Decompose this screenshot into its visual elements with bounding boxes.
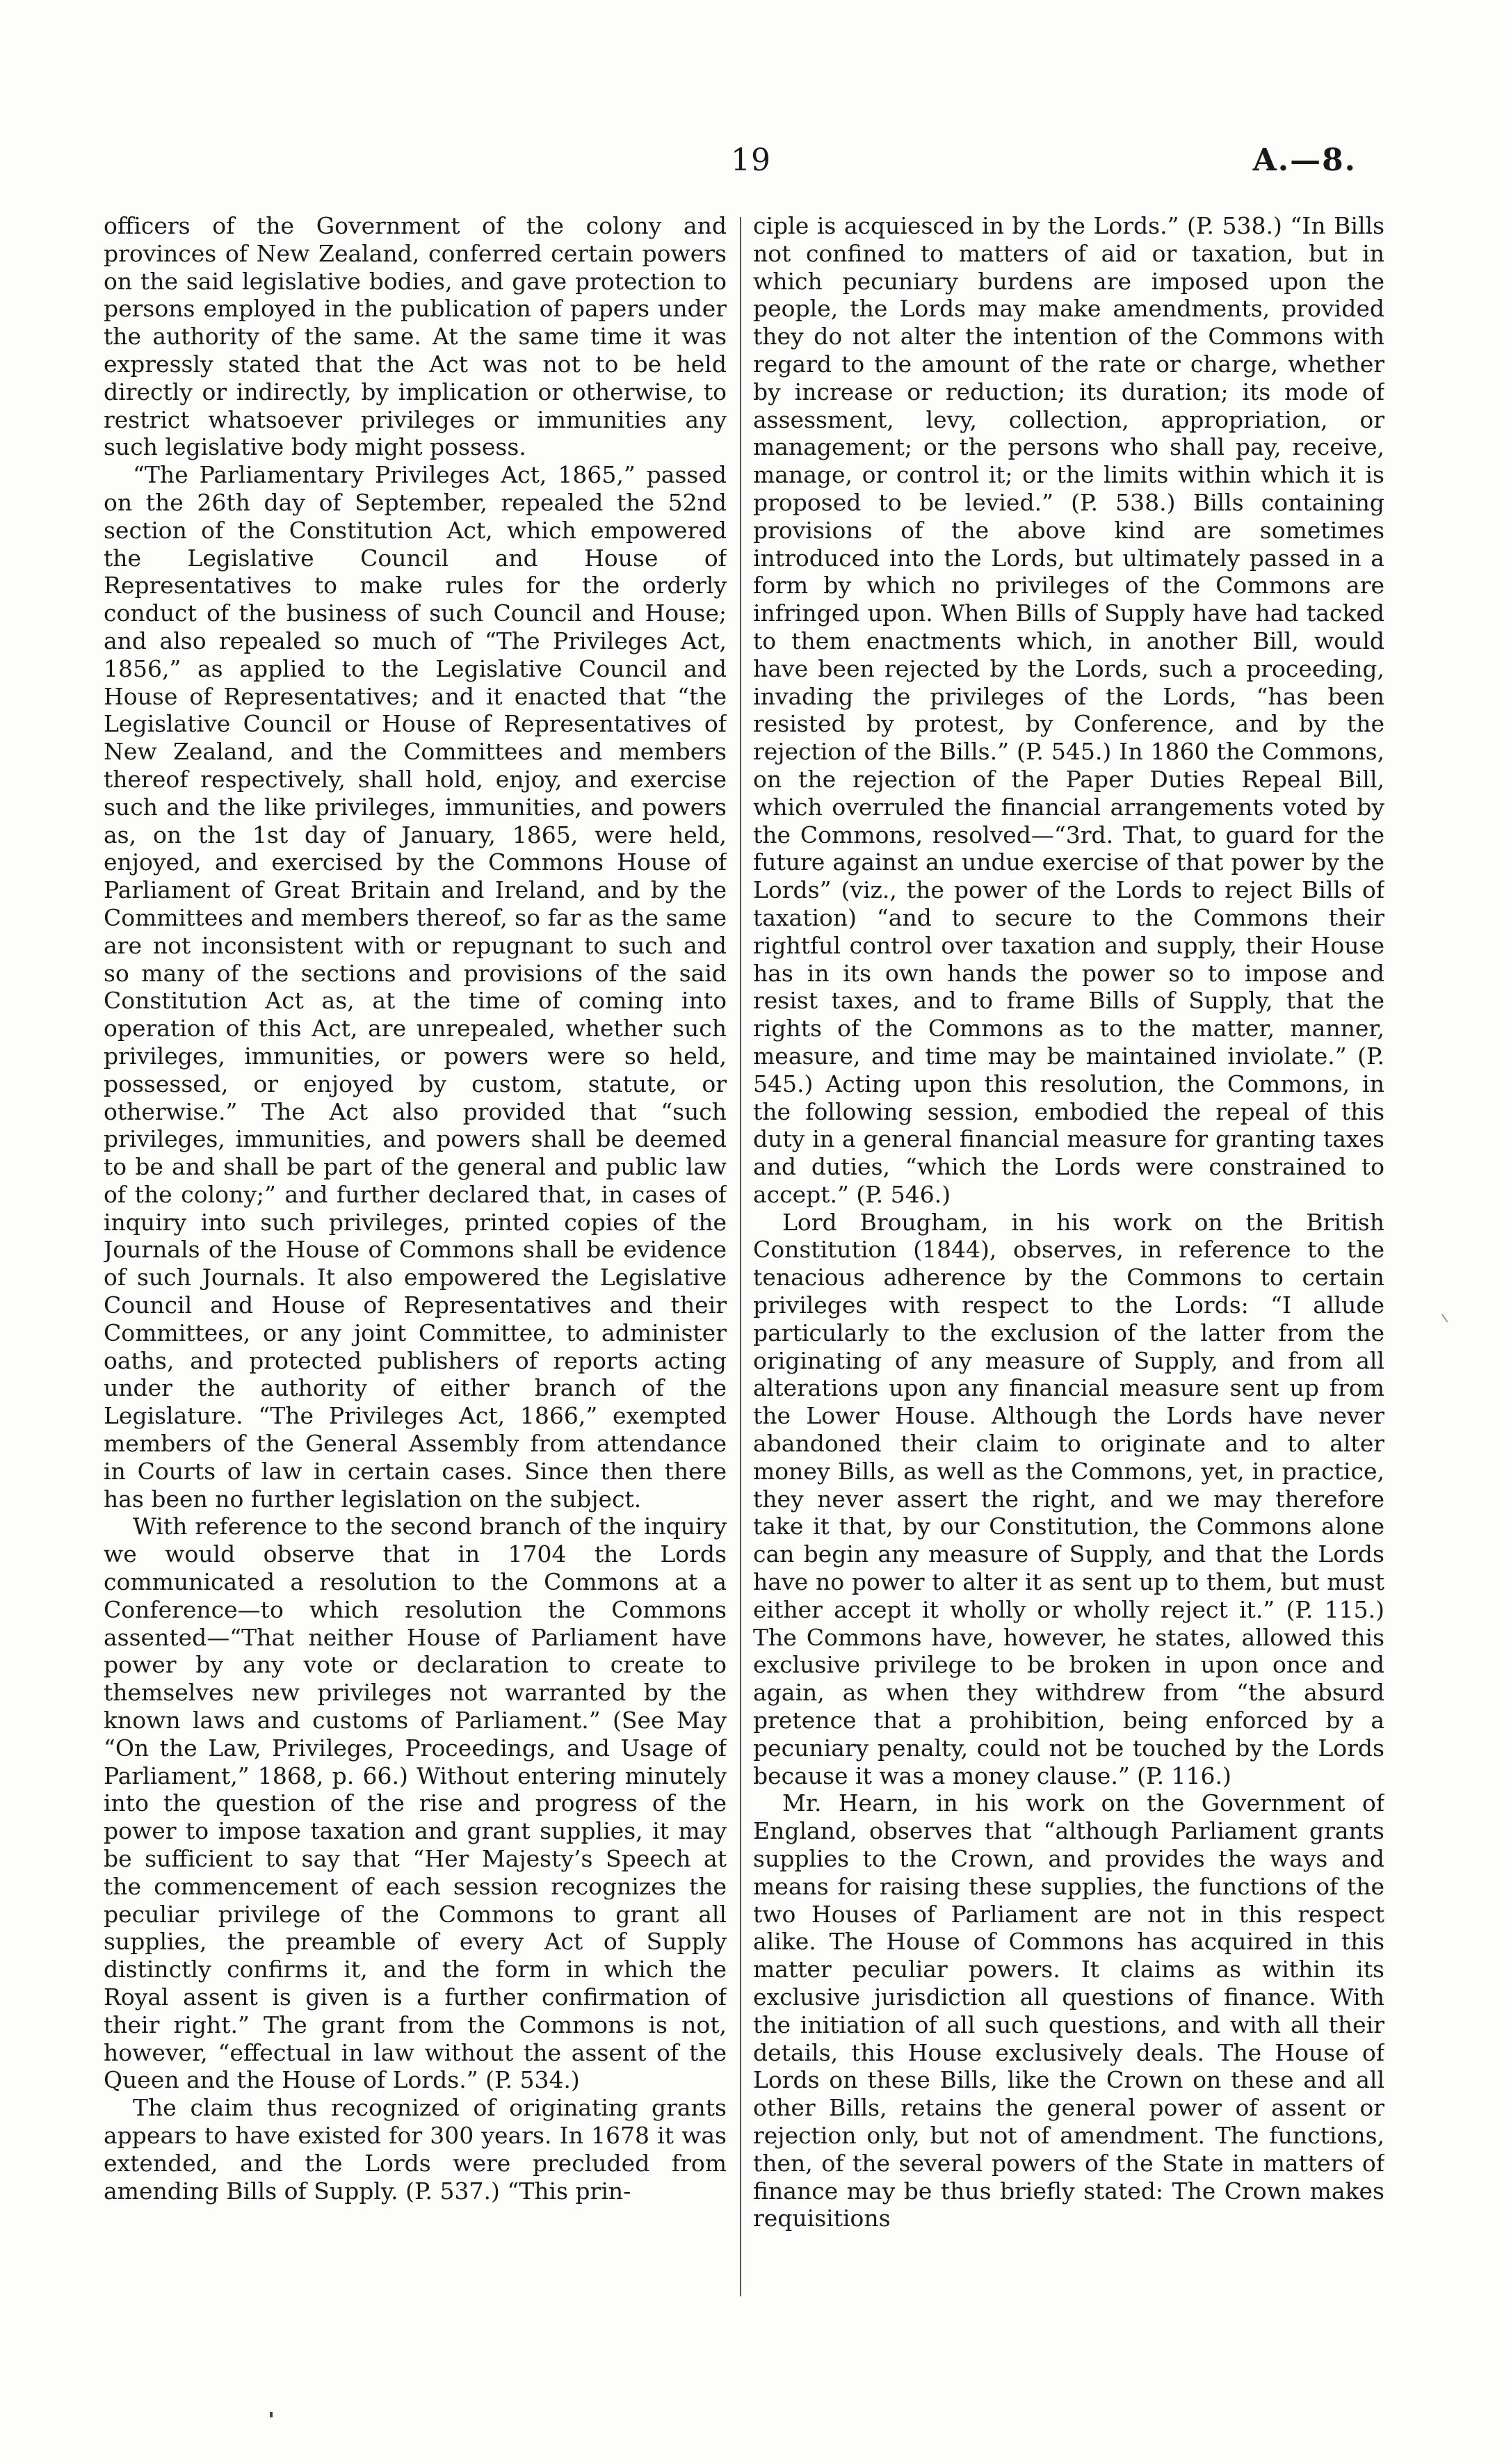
paragraph: “The Parliamentary Privileges Act, 1865,” passed on the 26th day of September, repealed the 52nd section of the Constitution Act, which empowered the Legislative Council and House of Representatives to make rules for the orderly conduct of the business of such Council and House; and also repealed so much of “The Privileges Act, 1856,” as applied to the Legislative Council and House of Representatives; and it enacted that “the Legislative Council or House of Representatives of New Zealand, and the Committees and members thereof respectively, shall hold, enjoy, and exercise such and the like privileges, immunities, and powers as, on the 1st day of January, 1865, were held, enjoyed, and exercised by the Commons House of Parliament of Great Britain and Ireland, and by the Committees and members thereof, so far as the same are not inconsistent with or repugnant to such and so many of the sections and provisions of the said Constitution Act as, at the time of coming into operation of this Act, are unrepealed, whether such privileges, immunities, or powers were so held, possessed, or enjoyed by custom, statute, or otherwise.” The Act also provided that “such privileges, immunities, and powers shall be deemed to be and shall be part of the general and public law of the colony;” and further declared that, in cases of inquiry into such privileges, printed copies of the Journals of the House of Commons shall be evidence of such Journals. It also empowered the Legislative Council and House of Representatives and their Committees, or any joint Committee, to administer oaths, and protected publishers of reports acting under the authority of either branch of the Legislature. “The Privileges Act, 1866,” exempted members of the General Assembly from attendance in Courts of law in certain cases. Since then there has been no further legislation on the subject.	[104, 461, 727, 1513]
document-reference: A.—8.	[1252, 143, 1357, 178]
left-text-column	[104, 212, 727, 2298]
right-text-column	[753, 212, 1384, 2298]
page-number: 19	[731, 143, 771, 178]
scan-speck	[1441, 1310, 1453, 1322]
scan-speck	[270, 2412, 273, 2417]
paragraph: The claim thus recognized of originating grants appears to have existed for 300 years. In 1678 it was extended, and the Lords were precluded from amending Bills of Supply. (P. 537.) “This prin-	[104, 2094, 727, 2205]
paragraph: With reference to the second branch of the inquiry we would observe that in 1704 the Lords communicated a resolution to the Commons at a Conference—to which resolution the Commons assented—“That neither House of Parliament have power by any vote or declaration to create to themselves new privileges not warranted by the known laws and customs of Parliament.” (See May “On the Law, Privileges, Proceedings, and Usage of Parliament,” 1868, p. 66.) Without entering minutely into the question of the rise and progress of the power to impose taxation and grant supplies, it may be sufficient to say that “Her Majesty’s Speech at the commencement of each session recognizes the peculiar privilege of the Commons to grant all supplies, the preamble of every Act of Supply distinctly confirms it, and the form in which the Royal assent is given is a further confirmation of their right.” The grant from the Commons is not, however, “effectual in law without the assent of the Queen and the House of Lords.” (P. 534.)	[104, 1513, 727, 2094]
paragraph: Lord Brougham, in his work on the British Constitution (1844), observes, in reference to the tenacious adherence by the Commons to certain privileges with respect to the Lords: “I allude particularly to the exclusion of the latter from the originating of any measure of Supply, and from all alterations upon any financial measure sent up from the Lower House. Although the Lords have never abandoned their claim to originate and to alter money Bills, as well as the Commons, yet, in practice, they never assert the right, and we may therefore take it that, by our Constitution, the Commons alone can begin any measure of Supply, and that the Lords have no power to alter it as sent up to them, but must either accept it wholly or wholly reject it.” (P. 115.) The Commons have, however, he states, allowed this exclusive privilege to be broken in upon once and again, as when they withdrew from “the absurd pretence that a prohibition, being enforced by a pecuniary penalty, could not be touched by the Lords because it was a money clause.” (P. 116.)	[753, 1208, 1384, 1789]
paragraph: ciple is acquiesced in by the Lords.” (P. 538.) “In Bills not confined to matters of aid or taxation, but in which pecuniary burdens are imposed upon the people, the Lords may make amendments, provided they do not alter the intention of the Commons with regard to the amount of the rate or charge, whether by increase or reduction; its duration; its mode of assessment, levy, collection, appropriation, or management; or the persons who shall pay, receive, manage, or control it; or the limits within which it is proposed to be levied.” (P. 538.) Bills containing provisions of the above kind are sometimes introduced into the Lords, but ultimately passed in a form by which no privileges of the Commons are infringed upon. When Bills of Supply have had tacked to them enactments which, in another Bill, would have been rejected by the Lords, such a proceeding, invading the privileges of the Lords, “has been resisted by protest, by Conference, and by the rejection of the Bills.” (P. 545.) In 1860 the Commons, on the rejection of the Paper Duties Repeal Bill, which overruled the financial arrangements voted by the Commons, resolved—“3rd. That, to guard for the future against an undue exercise of that power by the Lords” (viz., the power of the Lords to reject Bills of taxation) “and to secure to the Commons their rightful control over taxation and supply, their House has in its own hands the power so to impose and resist taxes, and to frame Bills of Supply, that the rights of the Commons as to the matter, manner, measure, and time may be maintained inviolate.” (P. 545.) Acting upon this resolution, the Commons, in the following session, embodied the repeal of this duty in a general financial measure for granting taxes and duties, “which the Lords were constrained to accept.” (P. 546.)	[753, 212, 1384, 1208]
column-divider	[740, 217, 741, 2296]
paragraph: Mr. Hearn, in his work on the Government of England, observes that “although Parliament grants supplies to the Crown, and provides the ways and means for raising these supplies, the functions of the two Houses of Parliament are not in this respect alike. The House of Commons has acquired in this matter peculiar powers. It claims as within its exclusive jurisdiction all questions of finance. With the initiation of all such questions, and with all their details, this House exclusively deals. The House of Lords on these Bills, like the Crown on these and all other Bills, retains the general power of assent or rejection only, but not of amendment. The functions, then, of the several powers of the State in matters of finance may be thus briefly stated: The Crown makes requisitions	[753, 1789, 1384, 2232]
paragraph: officers of the Government of the colony and provinces of New Zealand, conferred certain powers on the said legislative bodies, and gave protection to persons employed in the publication of papers under the authority of the same. At the same time it was expressly stated that the Act was not to be held directly or indirectly, by implication or otherwise, to restrict whatsoever privileges or immunities any such legislative body might possess.	[104, 212, 727, 461]
